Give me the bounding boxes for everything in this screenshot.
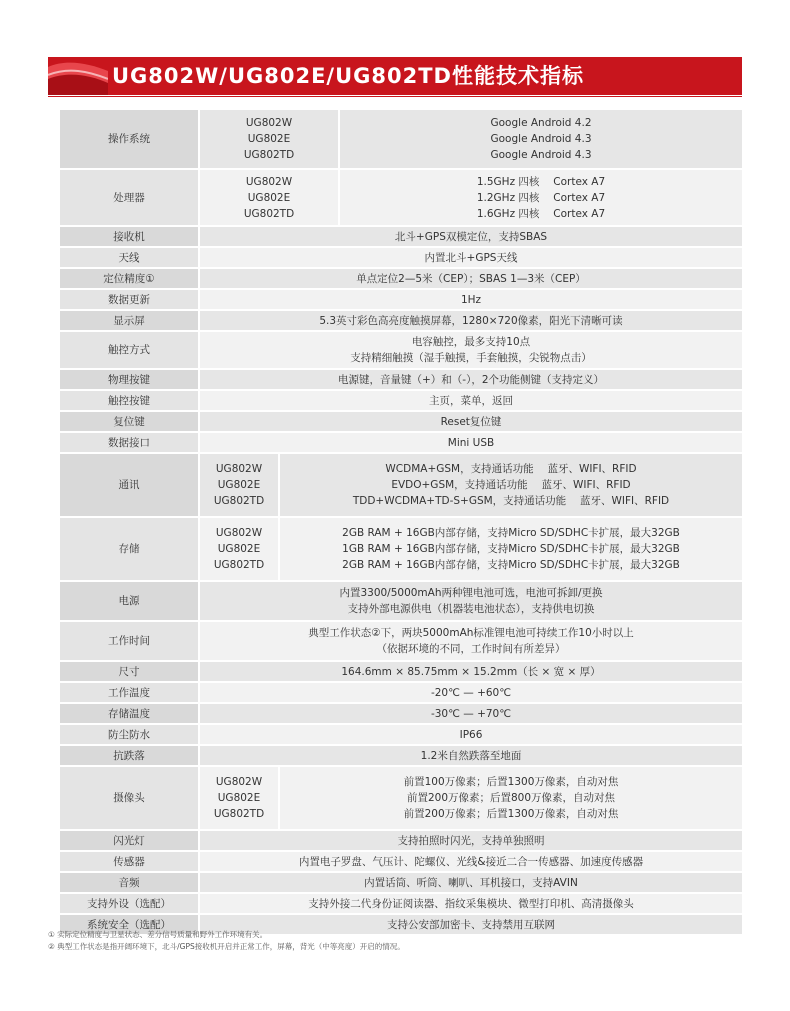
spec-value-line: 前置100万像素；后置1300万像素，自动对焦 bbox=[403, 776, 619, 788]
spec-value-line: Google Android 4.3 bbox=[490, 133, 592, 145]
title-banner bbox=[48, 57, 742, 95]
spec-value bbox=[200, 662, 742, 681]
spec-label: 定位精度① bbox=[60, 269, 198, 288]
brand-swoosh-icon bbox=[48, 57, 108, 95]
spec-value bbox=[200, 248, 742, 267]
spec-value-line: 内置电子罗盘、气压计、陀螺仪、光线&接近二合一传感器、加速度传感器 bbox=[298, 855, 644, 868]
spec-label: 接收机 bbox=[60, 227, 198, 246]
spec-value-line: WCDMA+GSM，支持通话功能 蓝牙、WIFI、RFID bbox=[385, 463, 637, 475]
spec-value bbox=[200, 873, 742, 892]
spec-value-line: 支持外部电源供电（机器装电池状态），支持供电切换 bbox=[347, 603, 595, 615]
spec-label: 存储温度 bbox=[60, 704, 198, 723]
footnotes bbox=[48, 929, 742, 953]
spec-value-line: 164.6mm × 85.75mm × 15.2mm（长 × 宽 × 厚） bbox=[341, 665, 601, 678]
spec-value-line: 1.2米自然跌落至地面 bbox=[420, 749, 522, 762]
spec-value bbox=[200, 227, 742, 246]
spec-row bbox=[60, 412, 742, 433]
spec-row bbox=[60, 332, 742, 370]
model-name: UG802TD bbox=[213, 808, 265, 820]
spec-value bbox=[280, 767, 742, 829]
spec-label: 数据接口 bbox=[60, 433, 198, 452]
spec-value-line: 支持精细触摸（湿手触摸，手套触摸，尖锐物点击） bbox=[350, 352, 592, 364]
spec-label: 显示屏 bbox=[60, 311, 198, 330]
spec-label: 存储 bbox=[60, 518, 198, 580]
spec-value-line: （依据环境的不同，工作时间有所差异） bbox=[376, 643, 566, 655]
spec-label: 数据更新 bbox=[60, 290, 198, 309]
spec-row bbox=[60, 433, 742, 454]
model-name: UG802W bbox=[245, 117, 293, 129]
model-name: UG802W bbox=[215, 463, 263, 475]
spec-value bbox=[200, 725, 742, 744]
spec-label: 音频 bbox=[60, 873, 198, 892]
spec-row bbox=[60, 269, 742, 290]
spec-value-line: 北斗+GPS双模定位，支持SBAS bbox=[394, 230, 548, 243]
spec-row bbox=[60, 622, 742, 662]
spec-label: 尺寸 bbox=[60, 662, 198, 681]
spec-row bbox=[60, 683, 742, 704]
spec-label: 天线 bbox=[60, 248, 198, 267]
spec-value-line: Google Android 4.2 bbox=[490, 117, 592, 129]
model-name: UG802E bbox=[247, 133, 291, 145]
spec-value bbox=[200, 704, 742, 723]
spec-label: 系统安全（选配） bbox=[60, 915, 198, 934]
spec-value-line: Reset复位键 bbox=[440, 415, 502, 428]
spec-value bbox=[200, 370, 742, 389]
model-name: UG802TD bbox=[213, 495, 265, 507]
spec-value bbox=[280, 454, 742, 516]
spec-row bbox=[60, 725, 742, 746]
spec-label: 工作时间 bbox=[60, 622, 198, 660]
spec-row bbox=[60, 873, 742, 894]
model-name: UG802E bbox=[217, 479, 261, 491]
spec-value bbox=[200, 831, 742, 850]
spec-label: 闪光灯 bbox=[60, 831, 198, 850]
spec-label: 传感器 bbox=[60, 852, 198, 871]
spec-value bbox=[200, 412, 742, 431]
footnote-1: ① 实际定位精度与卫星状态、差分信号质量和野外工作环境有关。 bbox=[48, 930, 268, 939]
spec-value-line: 1.5GHz 四核 Cortex A7 bbox=[476, 175, 606, 188]
spec-value-line: -20℃ — +60℃ bbox=[430, 686, 512, 699]
spec-value-line: 内置北斗+GPS天线 bbox=[424, 251, 518, 264]
spec-label: 处理器 bbox=[60, 170, 198, 225]
spec-label: 支持外设（选配） bbox=[60, 894, 198, 913]
spec-row bbox=[60, 831, 742, 852]
spec-row bbox=[60, 704, 742, 725]
model-name: UG802E bbox=[247, 191, 291, 204]
spec-row bbox=[60, 170, 742, 227]
spec-value-line: 1Hz bbox=[460, 293, 482, 306]
spec-value-line: 支持外接二代身份证阅读器、指纹采集模块、微型打印机、高清摄像头 bbox=[308, 897, 634, 910]
spec-value-line: 1.6GHz 四核 Cortex A7 bbox=[476, 207, 606, 220]
spec-row bbox=[60, 248, 742, 269]
spec-label: 物理按键 bbox=[60, 370, 198, 389]
spec-value-line: 1GB RAM + 16GB内部存储，支持Micro SD/SDHC卡扩展，最大32GB bbox=[342, 543, 680, 555]
spec-value bbox=[340, 170, 742, 225]
model-list bbox=[200, 110, 338, 168]
spec-value-line: 主页，菜单，返回 bbox=[429, 394, 513, 407]
spec-value-line: 内置话筒、听筒、喇叭、耳机接口，支持AVIN bbox=[364, 876, 578, 889]
spec-row bbox=[60, 370, 742, 391]
spec-value bbox=[200, 311, 742, 330]
spec-label: 防尘防水 bbox=[60, 725, 198, 744]
spec-value-line: Mini USB bbox=[447, 436, 495, 449]
spec-value-line: TDD+WCDMA+TD-S+GSM，支持通话功能 蓝牙、WIFI、RFID bbox=[352, 495, 670, 507]
spec-label: 触控按键 bbox=[60, 391, 198, 410]
spec-row bbox=[60, 454, 742, 518]
model-list bbox=[200, 767, 278, 829]
spec-value-line: 电容触控，最多支持10点 bbox=[411, 336, 531, 348]
spec-value bbox=[200, 433, 742, 452]
spec-label: 复位键 bbox=[60, 412, 198, 431]
spec-value-line: 内置3300/5000mAh两种锂电池可选，电池可拆卸/更换 bbox=[339, 587, 603, 599]
spec-value bbox=[200, 391, 742, 410]
spec-row bbox=[60, 746, 742, 767]
spec-value bbox=[200, 622, 742, 660]
spec-row bbox=[60, 290, 742, 311]
spec-row bbox=[60, 518, 742, 582]
spec-row bbox=[60, 767, 742, 831]
spec-row bbox=[60, 894, 742, 915]
model-name: UG802E bbox=[217, 792, 261, 804]
title-underline bbox=[48, 96, 742, 97]
spec-row bbox=[60, 311, 742, 332]
spec-value bbox=[200, 269, 742, 288]
model-list bbox=[200, 170, 338, 225]
spec-value-line: 前置200万像素；后置800万像素，自动对焦 bbox=[406, 792, 616, 804]
model-name: UG802TD bbox=[243, 207, 295, 220]
spec-value bbox=[200, 894, 742, 913]
model-list bbox=[200, 454, 278, 516]
spec-value bbox=[200, 582, 742, 620]
spec-value-line: Google Android 4.3 bbox=[490, 149, 592, 161]
spec-value-line: 1.2GHz 四核 Cortex A7 bbox=[476, 191, 606, 204]
spec-label: 摄像头 bbox=[60, 767, 198, 829]
spec-value-line: 前置200万像素；后置1300万像素，自动对焦 bbox=[403, 808, 619, 820]
spec-value bbox=[340, 110, 742, 168]
model-name: UG802W bbox=[215, 527, 263, 539]
spec-value-line: 2GB RAM + 16GB内部存储，支持Micro SD/SDHC卡扩展，最大32GB bbox=[342, 527, 680, 539]
model-name: UG802W bbox=[245, 175, 293, 188]
spec-value-line: 单点定位2—5米（CEP）；SBAS 1—3米（CEP） bbox=[356, 272, 586, 285]
model-name: UG802E bbox=[217, 543, 261, 555]
spec-value-line: 典型工作状态②下，两块5000mAh标准锂电池可持续工作10小时以上 bbox=[308, 627, 634, 639]
page-title: UG802W/UG802E/UG802TD性能技术指标 bbox=[112, 64, 584, 88]
spec-value-line: 支持公安部加密卡、支持禁用互联网 bbox=[387, 918, 555, 931]
spec-row bbox=[60, 391, 742, 412]
spec-row bbox=[60, 662, 742, 683]
footnote-2: ② 典型工作状态是指开阔环境下，北斗/GPS接收机开启并正常工作，屏幕，背光（中等亮度）开启的情况。 bbox=[48, 942, 405, 951]
spec-row bbox=[60, 227, 742, 248]
spec-label: 通讯 bbox=[60, 454, 198, 516]
spec-value-line: 2GB RAM + 16GB内部存储，支持Micro SD/SDHC卡扩展，最大32GB bbox=[342, 559, 680, 571]
model-name: UG802W bbox=[215, 776, 263, 788]
spec-value bbox=[200, 290, 742, 309]
spec-label: 电源 bbox=[60, 582, 198, 620]
spec-value bbox=[200, 332, 742, 368]
model-name: UG802TD bbox=[243, 149, 295, 161]
model-list bbox=[200, 518, 278, 580]
spec-value-line: 电源键，音量键（+）和（-），2个功能侧键（支持定义） bbox=[337, 373, 605, 386]
spec-value bbox=[200, 746, 742, 765]
spec-value bbox=[200, 852, 742, 871]
spec-value-line: -30℃ — +70℃ bbox=[430, 707, 512, 720]
spec-value-line: EVDO+GSM，支持通话功能 蓝牙、WIFI、RFID bbox=[391, 479, 631, 491]
spec-value-line: 5.3英寸彩色高亮度触摸屏幕，1280×720像素，阳光下清晰可读 bbox=[319, 314, 623, 327]
spec-label: 工作温度 bbox=[60, 683, 198, 702]
spec-row bbox=[60, 852, 742, 873]
spec-label: 操作系统 bbox=[60, 110, 198, 168]
spec-value-line: IP66 bbox=[459, 728, 483, 741]
spec-value bbox=[280, 518, 742, 580]
spec-label: 触控方式 bbox=[60, 332, 198, 368]
spec-row bbox=[60, 582, 742, 622]
spec-label: 抗跌落 bbox=[60, 746, 198, 765]
spec-value bbox=[200, 683, 742, 702]
spec-row bbox=[60, 110, 742, 170]
spec-value-line: 支持拍照时闪光，支持单独照明 bbox=[397, 834, 545, 847]
model-name: UG802TD bbox=[213, 559, 265, 571]
